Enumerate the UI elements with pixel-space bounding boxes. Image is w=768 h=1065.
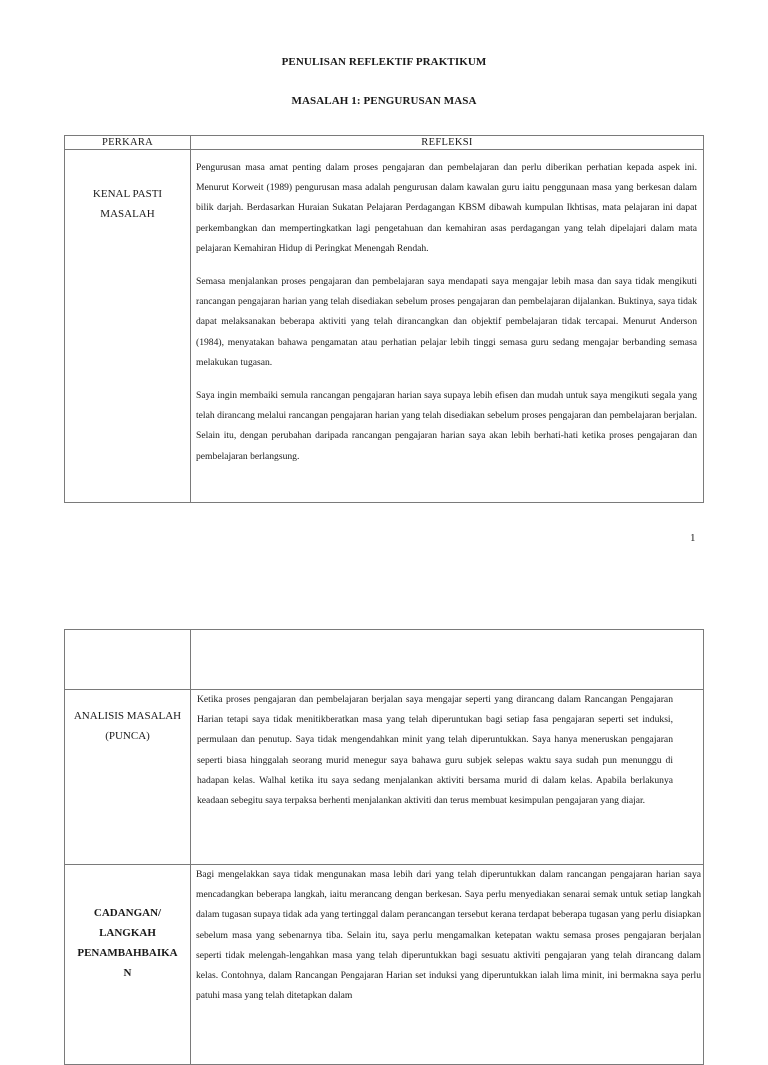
- header-perkara: PERKARA: [65, 136, 191, 150]
- reflection-analisis: Ketika proses pengajaran dan pembelajaran berjalan saya mengajar seperti yang dirancang dalam Rancangan Pengajaran Harian tetapi saya tidak menitikberatkan masa yang telah diperuntukan bagi setiap fasa pengajaran seperti set induksi, permulaan dan penutup. Saya tidak mengendahkan minit yang telah diperuntukkan. Saya hanya meneruskan pengajaran seperti biasa hinggalah seorang murid menegur saya bahawa guru subjek selepas waktu saya sudah pun menunggu di hadapan kelas. Walhal ketika itu saya sedang menjalankan aktiviti bersama murid di dalam kelas. Apabila berlakunya keadaan sebegitu saya terpaksa berhenti menjalankan aktiviti dan terus membuat kesimpulan pengajaran yang diajar.: [191, 690, 704, 865]
- label-cadangan-line3: PENAMBAHBAIKA: [77, 947, 178, 959]
- reflection-table-page1: [64, 135, 704, 503]
- document-title: PENULISAN REFLEKTIF PRAKTIKUM: [281, 56, 487, 68]
- paragraph: Pengurusan masa amat penting dalam proses pengajaran dan pembelajaran dan perlu diberikan perhatian kepada aspek ini. Menurut Korweit (1989) pengurusan masa adalah pengurusan dalam kawalan guru iaitu penggunaan masa yang berkesan dalam bilik darjah. Berdasarkan Huraian Sukatan Pelajaran Perdagangan KBSM dibawah kumpulan Ikhtisas, mata pelajaran ini dapat perkembangkan dan mempertingkatkan lagi pengetahuan dan kemahiran asas perdagangan yang telah dipelajari dalam mata pelajaran Kemahiran Hidup di Peringkat Menengah Rendah.: [196, 162, 697, 254]
- label-cadangan-line2: LANGKAH: [99, 927, 156, 939]
- label-analisis-line1: ANALISIS MASALAH: [73, 710, 182, 722]
- label-kenal-pasti-line2: MASALAH: [100, 208, 155, 220]
- label-cadangan-line1: CADANGAN/: [93, 907, 162, 919]
- label-analisis-masalah: [65, 690, 191, 865]
- empty-cell: [65, 630, 191, 690]
- label-cadangan-line4: N: [123, 967, 132, 979]
- reflection-cadangan: Bagi mengelakkan saya tidak mengunakan masa lebih dari yang telah diperuntukkan dalam rancangan pengajaran harian saya mencadangkan beberapa langkah, iaitu merancang dengan berkesan. Saya perlu menyediakan senarai semak untuk setiap langkah dalam tugasan supaya tidak ada yang tertinggal dalam perancangan tersebut kerana terdapat beberapa tugasan yang perlu disiapkan sebelum masa yang sebenarnya tiba. Selain itu, saya perlu mengamalkan ketepatan waktu semasa proses pengajaran berjalan seperti tidak melengah-lengahkan masa yang telah diperuntukkan bagi sesuatu aktiviti pengajaran yang telah dirancang dalam kelas. Contohnya, dalam Rancangan Pengajaran Harian set induksi yang diperuntukkan ialah lima minit, ini bermakna saya perlu patuhi masa yang telah ditetapkan dalam: [191, 865, 704, 1065]
- paragraph: Semasa menjalankan proses pengajaran dan pembelajaran saya mendapati saya mengajar lebih masa dan saya tidak mengikuti rancangan pengajaran harian yang telah disediakan sebelum proses pengajaran dan pembelajaran dijalankan. Buktinya, saya tidak dapat melaksanakan beberapa aktiviti yang telah dirancangkan dan objektif pembelajaran tidak tercapai. Menurut Anderson (1984), menyatakan bahawa pengamatan atau perhatian pelajar lebih tinggi semasa guru sedang mengajar berbanding semasa melakukan tugasan.: [196, 276, 697, 368]
- reflection-kenal-pasti: [191, 150, 704, 503]
- paragraph: Saya ingin membaiki semula rancangan pengajaran harian saya supaya lebih efisen dan mudah untuk saya mengikuti segala yang telah dirancang melalui rancangan pengajaran harian yang telah disediakan sebelum proses pengajaran dan pembelajaran berjalan. Selain itu, dengan perubahan daripada rancangan pengajaran harian saya akan lebih berhati-hati ketika proses pengajaran dan pembelajaran berlangsung.: [196, 390, 697, 462]
- label-analisis-line2: (PUNCA): [105, 730, 150, 742]
- reflection-table-page2: [64, 629, 704, 1065]
- empty-cell: [191, 630, 704, 690]
- label-kenal-pasti-line1: KENAL PASTI: [92, 188, 163, 200]
- label-cadangan: [65, 865, 191, 1065]
- label-kenal-pasti-masalah: [65, 150, 191, 503]
- page-number: 1: [690, 532, 696, 544]
- document-subtitle: MASALAH 1: PENGURUSAN MASA: [291, 95, 477, 107]
- header-refleksi: REFLEKSI: [191, 136, 704, 150]
